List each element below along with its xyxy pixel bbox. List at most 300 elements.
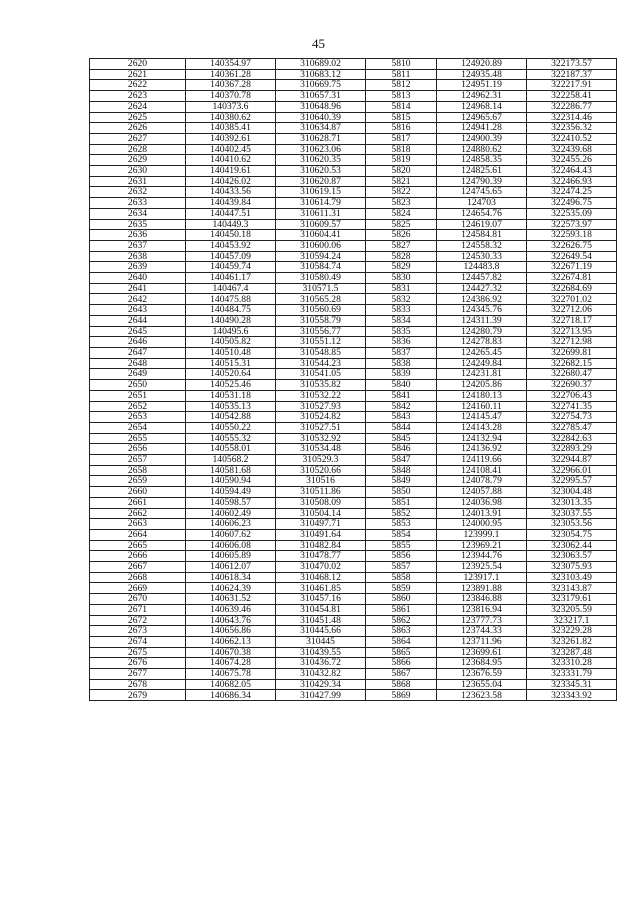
x-coordinate-a-cell: 140643.76 xyxy=(186,615,276,626)
y-coordinate-a-cell: 310527.93 xyxy=(276,401,366,412)
x-coordinate-b-cell: 124790.39 xyxy=(437,176,527,187)
x-coordinate-a-cell: 140602.49 xyxy=(186,508,276,519)
point-number-b-cell: 5852 xyxy=(366,508,437,519)
table-row xyxy=(90,80,617,91)
y-coordinate-a-cell: 310534.48 xyxy=(276,444,366,455)
y-coordinate-a-cell: 310594.24 xyxy=(276,251,366,262)
x-coordinate-a-cell: 140449.3 xyxy=(186,219,276,230)
x-coordinate-b-cell: 124036.98 xyxy=(437,497,527,508)
table-row xyxy=(90,358,617,369)
table-row xyxy=(90,144,617,155)
x-coordinate-b-cell: 124280.79 xyxy=(437,326,527,337)
x-coordinate-b-cell: 123999.1 xyxy=(437,529,527,540)
y-coordinate-a-cell: 310558.79 xyxy=(276,315,366,326)
y-coordinate-b-cell: 322535.09 xyxy=(527,208,617,219)
x-coordinate-a-cell: 140447.51 xyxy=(186,208,276,219)
table-row xyxy=(90,444,617,455)
y-coordinate-a-cell: 310429.34 xyxy=(276,679,366,690)
point-number-b-cell: 5823 xyxy=(366,198,437,209)
x-coordinate-b-cell: 124136.92 xyxy=(437,444,527,455)
x-coordinate-b-cell: 124180.13 xyxy=(437,390,527,401)
x-coordinate-b-cell: 124962.31 xyxy=(437,91,527,102)
x-coordinate-b-cell: 124745.65 xyxy=(437,187,527,198)
y-coordinate-a-cell: 310556.77 xyxy=(276,326,366,337)
point-number-b-cell: 5811 xyxy=(366,69,437,80)
point-number-a-cell: 2630 xyxy=(90,166,186,177)
x-coordinate-b-cell: 124457.82 xyxy=(437,273,527,284)
point-number-a-cell: 2666 xyxy=(90,551,186,562)
point-number-b-cell: 5814 xyxy=(366,101,437,112)
y-coordinate-a-cell: 310600.06 xyxy=(276,240,366,251)
point-number-b-cell: 5840 xyxy=(366,380,437,391)
x-coordinate-b-cell: 124935.48 xyxy=(437,69,527,80)
point-number-a-cell: 2647 xyxy=(90,347,186,358)
point-number-a-cell: 2662 xyxy=(90,508,186,519)
y-coordinate-a-cell: 310468.12 xyxy=(276,572,366,583)
point-number-b-cell: 5849 xyxy=(366,476,437,487)
table-row xyxy=(90,112,617,123)
y-coordinate-a-cell: 310683.12 xyxy=(276,69,366,80)
point-number-a-cell: 2669 xyxy=(90,583,186,594)
table-row xyxy=(90,562,617,573)
table-row xyxy=(90,294,617,305)
x-coordinate-a-cell: 140484.75 xyxy=(186,305,276,316)
x-coordinate-b-cell: 124825.61 xyxy=(437,166,527,177)
x-coordinate-b-cell: 124078.79 xyxy=(437,476,527,487)
point-number-b-cell: 5818 xyxy=(366,144,437,155)
point-number-b-cell: 5857 xyxy=(366,562,437,573)
table-row xyxy=(90,240,617,251)
y-coordinate-a-cell: 310535.82 xyxy=(276,380,366,391)
x-coordinate-a-cell: 140682.05 xyxy=(186,679,276,690)
x-coordinate-b-cell: 123676.59 xyxy=(437,669,527,680)
table-row xyxy=(90,487,617,498)
y-coordinate-b-cell: 322286.77 xyxy=(527,101,617,112)
point-number-a-cell: 2674 xyxy=(90,636,186,647)
y-coordinate-a-cell: 310527.51 xyxy=(276,422,366,433)
coordinates-table xyxy=(89,58,617,701)
x-coordinate-a-cell: 140410.62 xyxy=(186,155,276,166)
point-number-b-cell: 5859 xyxy=(366,583,437,594)
x-coordinate-a-cell: 140453.92 xyxy=(186,240,276,251)
y-coordinate-b-cell: 322690.37 xyxy=(527,380,617,391)
x-coordinate-b-cell: 123891.88 xyxy=(437,583,527,594)
y-coordinate-a-cell: 310623.06 xyxy=(276,144,366,155)
x-coordinate-a-cell: 140581.68 xyxy=(186,465,276,476)
x-coordinate-a-cell: 140590.94 xyxy=(186,476,276,487)
y-coordinate-b-cell: 322573.97 xyxy=(527,219,617,230)
x-coordinate-a-cell: 140467.4 xyxy=(186,283,276,294)
x-coordinate-a-cell: 140515.31 xyxy=(186,358,276,369)
point-number-a-cell: 2660 xyxy=(90,487,186,498)
point-number-a-cell: 2641 xyxy=(90,283,186,294)
x-coordinate-a-cell: 140392.61 xyxy=(186,133,276,144)
x-coordinate-a-cell: 140598.57 xyxy=(186,497,276,508)
y-coordinate-b-cell: 322680.47 xyxy=(527,369,617,380)
y-coordinate-a-cell: 310529.3 xyxy=(276,455,366,466)
x-coordinate-b-cell: 123684.95 xyxy=(437,658,527,669)
x-coordinate-b-cell: 123917.1 xyxy=(437,572,527,583)
table-row xyxy=(90,155,617,166)
y-coordinate-a-cell: 310520.66 xyxy=(276,465,366,476)
point-number-a-cell: 2624 xyxy=(90,101,186,112)
point-number-b-cell: 5861 xyxy=(366,604,437,615)
x-coordinate-b-cell: 124920.89 xyxy=(437,59,527,70)
x-coordinate-a-cell: 140361.28 xyxy=(186,69,276,80)
point-number-b-cell: 5812 xyxy=(366,80,437,91)
point-number-a-cell: 2663 xyxy=(90,519,186,530)
x-coordinate-b-cell: 123816.94 xyxy=(437,604,527,615)
point-number-b-cell: 5841 xyxy=(366,390,437,401)
table-row xyxy=(90,594,617,605)
point-number-a-cell: 2628 xyxy=(90,144,186,155)
point-number-b-cell: 5832 xyxy=(366,294,437,305)
point-number-a-cell: 2652 xyxy=(90,401,186,412)
point-number-b-cell: 5822 xyxy=(366,187,437,198)
point-number-b-cell: 5863 xyxy=(366,626,437,637)
point-number-a-cell: 2651 xyxy=(90,390,186,401)
y-coordinate-a-cell: 310648.96 xyxy=(276,101,366,112)
x-coordinate-b-cell: 124558.32 xyxy=(437,240,527,251)
x-coordinate-a-cell: 140606.08 xyxy=(186,540,276,551)
x-coordinate-b-cell: 124013.91 xyxy=(437,508,527,519)
y-coordinate-b-cell: 323205.59 xyxy=(527,604,617,615)
x-coordinate-b-cell: 123711.96 xyxy=(437,636,527,647)
table-row xyxy=(90,59,617,70)
table-row xyxy=(90,679,617,690)
y-coordinate-b-cell: 322626.75 xyxy=(527,240,617,251)
point-number-a-cell: 2656 xyxy=(90,444,186,455)
point-number-b-cell: 5827 xyxy=(366,240,437,251)
x-coordinate-b-cell: 124057.88 xyxy=(437,487,527,498)
y-coordinate-a-cell: 310508.09 xyxy=(276,497,366,508)
y-coordinate-a-cell: 310532.92 xyxy=(276,433,366,444)
point-number-b-cell: 5855 xyxy=(366,540,437,551)
y-coordinate-b-cell: 322966.01 xyxy=(527,465,617,476)
point-number-a-cell: 2672 xyxy=(90,615,186,626)
point-number-a-cell: 2648 xyxy=(90,358,186,369)
point-number-b-cell: 5844 xyxy=(366,422,437,433)
point-number-b-cell: 5835 xyxy=(366,326,437,337)
y-coordinate-b-cell: 322187.37 xyxy=(527,69,617,80)
table-row xyxy=(90,465,617,476)
point-number-a-cell: 2645 xyxy=(90,326,186,337)
y-coordinate-a-cell: 310482.84 xyxy=(276,540,366,551)
table-row xyxy=(90,262,617,273)
y-coordinate-b-cell: 322466.93 xyxy=(527,176,617,187)
point-number-b-cell: 5866 xyxy=(366,658,437,669)
table-row xyxy=(90,283,617,294)
point-number-a-cell: 2621 xyxy=(90,69,186,80)
y-coordinate-b-cell: 323143.87 xyxy=(527,583,617,594)
y-coordinate-a-cell: 310541.05 xyxy=(276,369,366,380)
point-number-a-cell: 2664 xyxy=(90,529,186,540)
table-row xyxy=(90,583,617,594)
table-row xyxy=(90,615,617,626)
table-row xyxy=(90,669,617,680)
y-coordinate-a-cell: 310614.79 xyxy=(276,198,366,209)
x-coordinate-a-cell: 140505.82 xyxy=(186,337,276,348)
table-row xyxy=(90,133,617,144)
x-coordinate-b-cell: 124231.81 xyxy=(437,369,527,380)
table-row xyxy=(90,390,617,401)
y-coordinate-b-cell: 322699.81 xyxy=(527,347,617,358)
x-coordinate-a-cell: 140542.88 xyxy=(186,412,276,423)
x-coordinate-a-cell: 140490.28 xyxy=(186,315,276,326)
point-number-a-cell: 2633 xyxy=(90,198,186,209)
x-coordinate-b-cell: 124968.14 xyxy=(437,101,527,112)
point-number-a-cell: 2659 xyxy=(90,476,186,487)
table-row xyxy=(90,347,617,358)
table-row xyxy=(90,251,617,262)
y-coordinate-a-cell: 310436.72 xyxy=(276,658,366,669)
y-coordinate-b-cell: 323037.55 xyxy=(527,508,617,519)
y-coordinate-b-cell: 322944.87 xyxy=(527,455,617,466)
y-coordinate-b-cell: 323287.48 xyxy=(527,647,617,658)
y-coordinate-b-cell: 323063.57 xyxy=(527,551,617,562)
point-number-a-cell: 2629 xyxy=(90,155,186,166)
point-number-a-cell: 2673 xyxy=(90,626,186,637)
point-number-a-cell: 2632 xyxy=(90,187,186,198)
table-row xyxy=(90,626,617,637)
x-coordinate-a-cell: 140656.86 xyxy=(186,626,276,637)
point-number-a-cell: 2654 xyxy=(90,422,186,433)
y-coordinate-b-cell: 322173.57 xyxy=(527,59,617,70)
point-number-a-cell: 2657 xyxy=(90,455,186,466)
y-coordinate-b-cell: 323004.48 xyxy=(527,487,617,498)
y-coordinate-b-cell: 323345.31 xyxy=(527,679,617,690)
x-coordinate-b-cell: 124119.66 xyxy=(437,455,527,466)
table-row xyxy=(90,230,617,241)
point-number-a-cell: 2667 xyxy=(90,562,186,573)
coordinates-table-body xyxy=(90,59,617,701)
point-number-a-cell: 2635 xyxy=(90,219,186,230)
x-coordinate-b-cell: 124619.07 xyxy=(437,219,527,230)
table-row xyxy=(90,198,617,209)
point-number-a-cell: 2655 xyxy=(90,433,186,444)
y-coordinate-b-cell: 323103.49 xyxy=(527,572,617,583)
point-number-b-cell: 5867 xyxy=(366,669,437,680)
point-number-a-cell: 2670 xyxy=(90,594,186,605)
table-row xyxy=(90,519,617,530)
table-row xyxy=(90,69,617,80)
y-coordinate-b-cell: 322455.26 xyxy=(527,155,617,166)
y-coordinate-b-cell: 322314.46 xyxy=(527,112,617,123)
y-coordinate-b-cell: 323229.28 xyxy=(527,626,617,637)
x-coordinate-b-cell: 123744.33 xyxy=(437,626,527,637)
y-coordinate-b-cell: 323062.44 xyxy=(527,540,617,551)
point-number-b-cell: 5854 xyxy=(366,529,437,540)
y-coordinate-a-cell: 310439.55 xyxy=(276,647,366,658)
x-coordinate-a-cell: 140433.56 xyxy=(186,187,276,198)
y-coordinate-a-cell: 310620.87 xyxy=(276,176,366,187)
y-coordinate-a-cell: 310560.69 xyxy=(276,305,366,316)
y-coordinate-b-cell: 322464.43 xyxy=(527,166,617,177)
y-coordinate-a-cell: 310461.85 xyxy=(276,583,366,594)
x-coordinate-a-cell: 140475.88 xyxy=(186,294,276,305)
x-coordinate-a-cell: 140675.78 xyxy=(186,669,276,680)
table-row xyxy=(90,369,617,380)
x-coordinate-b-cell: 124249.84 xyxy=(437,358,527,369)
table-row xyxy=(90,401,617,412)
x-coordinate-b-cell: 124858.35 xyxy=(437,155,527,166)
x-coordinate-a-cell: 140568.2 xyxy=(186,455,276,466)
table-row xyxy=(90,412,617,423)
x-coordinate-a-cell: 140535.13 xyxy=(186,401,276,412)
point-number-a-cell: 2665 xyxy=(90,540,186,551)
table-row xyxy=(90,219,617,230)
x-coordinate-b-cell: 124132.94 xyxy=(437,433,527,444)
x-coordinate-a-cell: 140606.23 xyxy=(186,519,276,530)
x-coordinate-b-cell: 124386.92 xyxy=(437,294,527,305)
y-coordinate-a-cell: 310548.85 xyxy=(276,347,366,358)
y-coordinate-b-cell: 322410.52 xyxy=(527,133,617,144)
y-coordinate-a-cell: 310491.64 xyxy=(276,529,366,540)
point-number-b-cell: 5825 xyxy=(366,219,437,230)
y-coordinate-b-cell: 322258.41 xyxy=(527,91,617,102)
y-coordinate-a-cell: 310544.23 xyxy=(276,358,366,369)
y-coordinate-a-cell: 310532.22 xyxy=(276,390,366,401)
y-coordinate-a-cell: 310427.99 xyxy=(276,690,366,701)
point-number-a-cell: 2637 xyxy=(90,240,186,251)
point-number-a-cell: 2671 xyxy=(90,604,186,615)
y-coordinate-a-cell: 310628.71 xyxy=(276,133,366,144)
x-coordinate-a-cell: 140624.39 xyxy=(186,583,276,594)
y-coordinate-a-cell: 310432.82 xyxy=(276,669,366,680)
x-coordinate-b-cell: 123925.54 xyxy=(437,562,527,573)
table-row xyxy=(90,433,617,444)
table-row xyxy=(90,636,617,647)
point-number-b-cell: 5817 xyxy=(366,133,437,144)
y-coordinate-a-cell: 310565.28 xyxy=(276,294,366,305)
y-coordinate-a-cell: 310511.86 xyxy=(276,487,366,498)
point-number-b-cell: 5846 xyxy=(366,444,437,455)
x-coordinate-a-cell: 140495.6 xyxy=(186,326,276,337)
table-row xyxy=(90,572,617,583)
y-coordinate-b-cell: 323179.61 xyxy=(527,594,617,605)
point-number-a-cell: 2620 xyxy=(90,59,186,70)
y-coordinate-a-cell: 310619.15 xyxy=(276,187,366,198)
y-coordinate-a-cell: 310445 xyxy=(276,636,366,647)
y-coordinate-a-cell: 310504.14 xyxy=(276,508,366,519)
x-coordinate-b-cell: 123699.61 xyxy=(437,647,527,658)
x-coordinate-b-cell: 124584.81 xyxy=(437,230,527,241)
x-coordinate-b-cell: 124941.28 xyxy=(437,123,527,134)
x-coordinate-a-cell: 140670.38 xyxy=(186,647,276,658)
x-coordinate-a-cell: 140461.17 xyxy=(186,273,276,284)
point-number-a-cell: 2678 xyxy=(90,679,186,690)
y-coordinate-b-cell: 323331.79 xyxy=(527,669,617,680)
table-row xyxy=(90,273,617,284)
point-number-b-cell: 5858 xyxy=(366,572,437,583)
point-number-a-cell: 2631 xyxy=(90,176,186,187)
table-row xyxy=(90,529,617,540)
point-number-a-cell: 2634 xyxy=(90,208,186,219)
x-coordinate-b-cell: 123655.04 xyxy=(437,679,527,690)
x-coordinate-b-cell: 124900.39 xyxy=(437,133,527,144)
table-row xyxy=(90,123,617,134)
y-coordinate-b-cell: 322893.29 xyxy=(527,444,617,455)
point-number-a-cell: 2658 xyxy=(90,465,186,476)
x-coordinate-b-cell: 124145.47 xyxy=(437,412,527,423)
x-coordinate-a-cell: 140639.46 xyxy=(186,604,276,615)
x-coordinate-a-cell: 140402.45 xyxy=(186,144,276,155)
x-coordinate-b-cell: 124703 xyxy=(437,198,527,209)
point-number-a-cell: 2623 xyxy=(90,91,186,102)
x-coordinate-b-cell: 124000.95 xyxy=(437,519,527,530)
point-number-b-cell: 5810 xyxy=(366,59,437,70)
y-coordinate-a-cell: 310620.53 xyxy=(276,166,366,177)
y-coordinate-b-cell: 322671.19 xyxy=(527,262,617,273)
x-coordinate-b-cell: 124654.76 xyxy=(437,208,527,219)
point-number-b-cell: 5856 xyxy=(366,551,437,562)
table-row xyxy=(90,422,617,433)
y-coordinate-b-cell: 322706.43 xyxy=(527,390,617,401)
point-number-a-cell: 2650 xyxy=(90,380,186,391)
y-coordinate-a-cell: 310478.77 xyxy=(276,551,366,562)
x-coordinate-b-cell: 124143.28 xyxy=(437,422,527,433)
point-number-a-cell: 2676 xyxy=(90,658,186,669)
y-coordinate-b-cell: 322649.54 xyxy=(527,251,617,262)
point-number-a-cell: 2622 xyxy=(90,80,186,91)
y-coordinate-b-cell: 323075.93 xyxy=(527,562,617,573)
point-number-b-cell: 5821 xyxy=(366,176,437,187)
y-coordinate-a-cell: 310580.49 xyxy=(276,273,366,284)
x-coordinate-a-cell: 140662.13 xyxy=(186,636,276,647)
point-number-b-cell: 5838 xyxy=(366,358,437,369)
y-coordinate-a-cell: 310584.74 xyxy=(276,262,366,273)
y-coordinate-b-cell: 322718.17 xyxy=(527,315,617,326)
y-coordinate-b-cell: 322785.47 xyxy=(527,422,617,433)
point-number-b-cell: 5843 xyxy=(366,412,437,423)
x-coordinate-a-cell: 140674.28 xyxy=(186,658,276,669)
x-coordinate-b-cell: 124965.67 xyxy=(437,112,527,123)
y-coordinate-b-cell: 323217.1 xyxy=(527,615,617,626)
point-number-b-cell: 5813 xyxy=(366,91,437,102)
x-coordinate-a-cell: 140618.34 xyxy=(186,572,276,583)
x-coordinate-a-cell: 140367.28 xyxy=(186,80,276,91)
x-coordinate-a-cell: 140594.49 xyxy=(186,487,276,498)
y-coordinate-b-cell: 322496.75 xyxy=(527,198,617,209)
x-coordinate-b-cell: 124108.41 xyxy=(437,465,527,476)
y-coordinate-b-cell: 322439.68 xyxy=(527,144,617,155)
y-coordinate-b-cell: 322712.06 xyxy=(527,305,617,316)
y-coordinate-b-cell: 322713.95 xyxy=(527,326,617,337)
point-number-a-cell: 2668 xyxy=(90,572,186,583)
y-coordinate-b-cell: 322217.91 xyxy=(527,80,617,91)
y-coordinate-b-cell: 323261.82 xyxy=(527,636,617,647)
x-coordinate-a-cell: 140373.6 xyxy=(186,101,276,112)
x-coordinate-a-cell: 140631.52 xyxy=(186,594,276,605)
y-coordinate-a-cell: 310445.66 xyxy=(276,626,366,637)
point-number-b-cell: 5847 xyxy=(366,455,437,466)
table-row xyxy=(90,176,617,187)
y-coordinate-b-cell: 322842.63 xyxy=(527,433,617,444)
table-row xyxy=(90,508,617,519)
point-number-a-cell: 2642 xyxy=(90,294,186,305)
point-number-b-cell: 5845 xyxy=(366,433,437,444)
point-number-a-cell: 2649 xyxy=(90,369,186,380)
point-number-b-cell: 5850 xyxy=(366,487,437,498)
point-number-b-cell: 5833 xyxy=(366,305,437,316)
x-coordinate-a-cell: 140450.18 xyxy=(186,230,276,241)
x-coordinate-a-cell: 140525.46 xyxy=(186,380,276,391)
table-row xyxy=(90,326,617,337)
x-coordinate-a-cell: 140558.01 xyxy=(186,444,276,455)
x-coordinate-a-cell: 140510.48 xyxy=(186,347,276,358)
point-number-b-cell: 5862 xyxy=(366,615,437,626)
x-coordinate-a-cell: 140555.32 xyxy=(186,433,276,444)
